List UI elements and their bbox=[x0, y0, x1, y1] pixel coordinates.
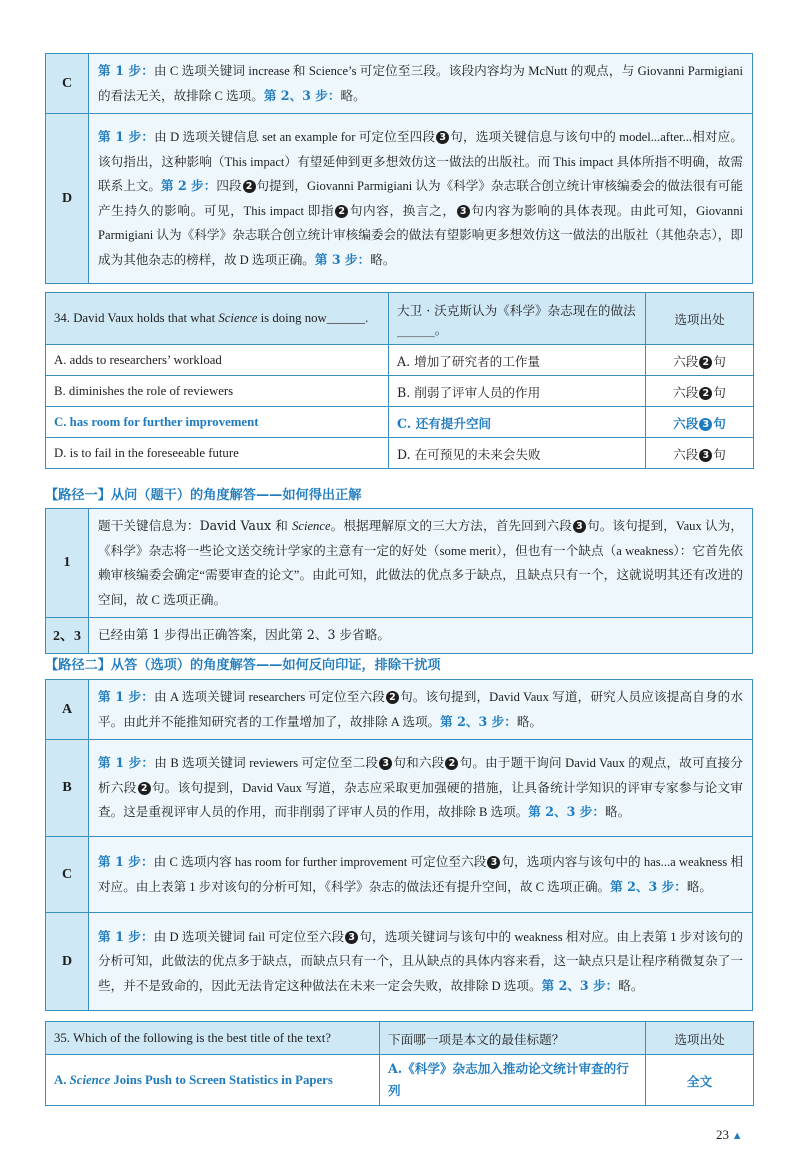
option-location: 六段 3 句 bbox=[646, 438, 754, 469]
step-label: 第 3 步： bbox=[314, 251, 371, 267]
q34-options-table bbox=[45, 292, 754, 469]
route2-analysis bbox=[45, 679, 755, 1011]
analysis-italic: Science bbox=[292, 519, 331, 533]
route1-step-23 bbox=[46, 618, 753, 654]
step-number: 1 bbox=[46, 509, 89, 618]
analysis-text: 句。该句提到，David Vaux 写道，杂志应采取更加强硬的措施，让具备统计学知识的评审专家参与论文审查。这是重视评审人员的作用，而非削弱了评审人员的作用，故排除 B 选项。 bbox=[98, 780, 743, 820]
analysis-text: 略。 bbox=[370, 251, 396, 267]
analysis-text: 由 C 选项内容 has room for further improvement 可定位至六段 bbox=[153, 855, 487, 869]
page-number-text: 23 bbox=[716, 1127, 729, 1142]
q34-option-b bbox=[46, 376, 754, 407]
option-label: A bbox=[46, 680, 89, 740]
q34-location-header: 选项出处 bbox=[646, 293, 754, 345]
sentence-number-badge: 3 bbox=[487, 856, 500, 869]
q34-stem-en bbox=[46, 293, 389, 345]
sentence-number-badge: 2 bbox=[335, 205, 348, 218]
route1-heading: 【路径一】从问（题干）的角度解答——如何得出正解 bbox=[45, 488, 362, 503]
sentence-number-badge: 2 bbox=[445, 757, 458, 770]
route2-table bbox=[45, 679, 753, 1011]
option-analysis-text bbox=[89, 837, 753, 913]
analysis-text: 由 A 选项关键词 researchers 可定位至六段 bbox=[154, 690, 385, 704]
analysis-text: 略。 bbox=[604, 804, 631, 820]
analysis-text: 略。 bbox=[686, 878, 713, 894]
sentence-number-badge: 2 bbox=[699, 387, 712, 400]
analysis-text: 句。该句提到，Vaux 认为，《科学》杂志将一些论文送交统计学家的主意有一定的好处（some merit），但也有一个缺点（a weakness）：它首先依赖审核编委会确定“需要审查的论文”。由此可知，此做法的优点多于缺点，且缺点只有一个，这就说明其还有改进的空间，故 C 选项正确。 bbox=[98, 519, 744, 607]
q35-question bbox=[45, 1021, 755, 1106]
analysis-text: 句内容为影响的具体表现。由此可知，Giovanni Parmigiani 认为《科学》杂志联合创立统计审核编委会的做法有望影响更多想效仿这一做法的出版社（其他杂志），即成为其他杂志的榜样，故 D 选项正确。 bbox=[98, 203, 744, 267]
q33-row-c bbox=[46, 54, 753, 114]
analysis-text: 句，选项关键信息与该句中的 model...after...相对应。该句指出，这种影响（This impact）有望延伸到更多想效仿这一做法的出版社。而 This impact 具体所指不明确，故需联系上文。 bbox=[98, 130, 743, 193]
sentence-number-badge: 3 bbox=[379, 757, 392, 770]
analysis-text: 题干关键信息为：David Vaux 和 bbox=[98, 518, 293, 533]
analysis-text: 略。 bbox=[340, 87, 366, 103]
option-label: C bbox=[46, 54, 89, 114]
q35-stem-row bbox=[46, 1022, 754, 1055]
option-zh: A. 增加了研究者的工作量 bbox=[389, 345, 646, 376]
step-label: 第 1 步： bbox=[98, 689, 154, 704]
option-en: C. has room for further improvement bbox=[46, 407, 389, 438]
analysis-text: 句，选项关键词与该句中的 weakness 相对应。由上表第 1 步对该句的分析可知，此做法的优点多于缺点，而缺点只有一个，且从缺点的具体内容来看，这一缺点只是让程序稍微复杂了一些，并不是致命的，因此无法肯定这种做法在未来一定会失败，故排除 D 选项。 bbox=[98, 929, 743, 993]
location-text: 六段 bbox=[673, 446, 699, 462]
analysis-text: 句。该句提到，David Vaux 写道，研究人员应该提高自身的水平。由此并不能推知研究者的工作量增加了，故排除 A 选项。 bbox=[98, 690, 743, 729]
analysis-text: 句和六段 bbox=[393, 755, 445, 771]
stem-text: is doing now______. bbox=[257, 311, 369, 325]
analysis-text: 句内容，换言之， bbox=[349, 202, 456, 218]
option-text: A. bbox=[54, 1072, 70, 1087]
analysis-text: 句提到，Giovanni Parmigiani 认为《科学》杂志联合创立统计审核编委会的做法很有可能产生持久的影响。可见，This impact 即指 bbox=[98, 179, 743, 218]
option-en: D. is to fail in the foreseeable future bbox=[46, 438, 389, 469]
option-en: A. adds to researchers’ workload bbox=[46, 345, 389, 376]
route1-table bbox=[45, 508, 753, 654]
option-analysis-text bbox=[89, 114, 753, 284]
location-text: 六段 bbox=[673, 415, 699, 431]
analysis-text: 句。由于题干询问 David Vaux 的观点，故可直接分析六段 bbox=[98, 756, 743, 795]
step-label: 第 2、3 步： bbox=[263, 87, 341, 103]
page-number bbox=[716, 1127, 743, 1143]
location-text: 六段 bbox=[673, 353, 699, 369]
q34-option-d bbox=[46, 438, 754, 469]
option-label: D bbox=[46, 114, 89, 284]
option-label: B bbox=[46, 740, 89, 837]
option-analysis-text bbox=[89, 680, 753, 740]
option-analysis-text bbox=[89, 54, 753, 114]
step-label: 第 2、3 步： bbox=[528, 804, 605, 820]
q35-options-table bbox=[45, 1021, 754, 1106]
analysis-text: 由 B 选项关键词 reviewers 可定位至二段 bbox=[154, 756, 379, 771]
q34-stem-zh: 大卫 · 沃克斯认为《科学》杂志现在的做法______。 bbox=[389, 293, 646, 345]
route1-step-1 bbox=[46, 509, 753, 618]
analysis-text: 四段 bbox=[216, 178, 242, 193]
step-label: 第 1 步： bbox=[98, 854, 154, 869]
step-label: 第 2、3 步： bbox=[610, 878, 687, 894]
option-location: 全文 bbox=[646, 1055, 754, 1106]
option-location: 六段 2 句 bbox=[646, 376, 754, 407]
sentence-number-badge: 3 bbox=[436, 131, 449, 144]
step-label: 第 2、3 步： bbox=[440, 713, 517, 729]
sentence-number-badge: 2 bbox=[243, 180, 256, 193]
option-analysis-text bbox=[89, 913, 753, 1011]
option-italic: Science bbox=[69, 1072, 111, 1087]
step-label: 第 2 步： bbox=[161, 178, 217, 193]
analysis-text: 句，选项内容与该句中的 has...a weakness 相对应。由上表第 1 步对该句的分析可知，《科学》杂志的做法还有提升空间，故 C 选项正确。 bbox=[98, 855, 743, 894]
q34-option-c-correct bbox=[46, 407, 754, 438]
step-text bbox=[89, 509, 753, 618]
q34-stem-row bbox=[46, 293, 754, 345]
option-zh: D. 在可预见的未来会失败 bbox=[389, 438, 646, 469]
route2-heading: 【路径二】从答（选项）的角度解答——如何反向印证，排除干扰项 bbox=[45, 658, 441, 673]
route2-row-b bbox=[46, 740, 753, 837]
sentence-number-badge: 2 bbox=[138, 782, 151, 795]
q35-stem-en: 35. Which of the following is the best title of the text? bbox=[46, 1022, 380, 1055]
analysis-text: 。根据理解原文的三大方法，首先回到六段 bbox=[330, 518, 572, 533]
analysis-text: 略。 bbox=[516, 713, 542, 729]
option-zh: C. 还有提升空间 bbox=[389, 407, 646, 438]
sentence-number-badge: 3 bbox=[699, 449, 712, 462]
q34-question bbox=[45, 292, 755, 469]
stem-italic: Science bbox=[218, 311, 258, 325]
step-text: 已经由第 1 步得出正确答案，因此第 2、3 步省略。 bbox=[89, 618, 753, 654]
route2-row-c bbox=[46, 837, 753, 913]
route2-row-a bbox=[46, 680, 753, 740]
q35-option-a-correct bbox=[46, 1055, 754, 1106]
option-label: C bbox=[46, 837, 89, 913]
sentence-number-badge: 2 bbox=[386, 691, 399, 704]
option-zh: B. 削弱了评审人员的作用 bbox=[389, 376, 646, 407]
option-zh: A.《科学》杂志加入推动论文统计审查的行列 bbox=[380, 1055, 646, 1106]
step-number: 2、3 bbox=[46, 618, 89, 654]
option-text: Joins Push to Screen Statistics in Papers bbox=[110, 1072, 333, 1087]
analysis-text: 由 C 选项关键词 increase 和 Science’s 可定位至三段。该段内容均为 McNutt 的观点，与 Giovanni Parmigiani 的看法无关，故排除 C 选项。 bbox=[98, 64, 743, 103]
option-en: B. diminishes the role of reviewers bbox=[46, 376, 389, 407]
sentence-number-badge: 2 bbox=[699, 356, 712, 369]
option-analysis-text bbox=[89, 740, 753, 837]
route2-row-d bbox=[46, 913, 753, 1011]
option-location: 六段 2 句 bbox=[646, 345, 754, 376]
q33-row-d bbox=[46, 114, 753, 284]
analysis-text: 略。 bbox=[618, 977, 644, 993]
step-label: 第 1 步： bbox=[98, 755, 155, 771]
location-text: 六段 bbox=[673, 384, 699, 400]
q33-option-analysis-table bbox=[45, 53, 753, 284]
option-label: D bbox=[46, 913, 89, 1011]
route1-analysis bbox=[45, 508, 755, 654]
q34-option-a bbox=[46, 345, 754, 376]
step-label: 第 1 步： bbox=[98, 63, 154, 78]
step-label: 第 1 步： bbox=[98, 928, 154, 944]
sentence-number-badge: 3 bbox=[699, 418, 712, 431]
q35-location-header: 选项出处 bbox=[646, 1022, 754, 1055]
q35-stem-zh: 下面哪一项是本文的最佳标题？ bbox=[380, 1022, 646, 1055]
step-label: 第 2、3 步： bbox=[541, 977, 619, 993]
option-en bbox=[46, 1055, 380, 1106]
sentence-number-badge: 3 bbox=[573, 520, 586, 533]
sentence-number-badge: 3 bbox=[457, 205, 470, 218]
analysis-text: 由 D 选项关键词 fail 可定位至六段 bbox=[153, 929, 345, 944]
option-location: 六段 3 句 bbox=[646, 407, 754, 438]
step-label: 第 1 步： bbox=[98, 129, 155, 144]
sentence-number-badge: 3 bbox=[345, 931, 358, 944]
graduation-cap-icon: ▲ bbox=[729, 1130, 743, 1142]
analysis-text: 由 D 选项关键信息 set an example for 可定位至四段 bbox=[154, 130, 436, 144]
q33-analysis-continued bbox=[45, 53, 755, 284]
stem-text: 34. David Vaux holds that what bbox=[54, 311, 219, 325]
